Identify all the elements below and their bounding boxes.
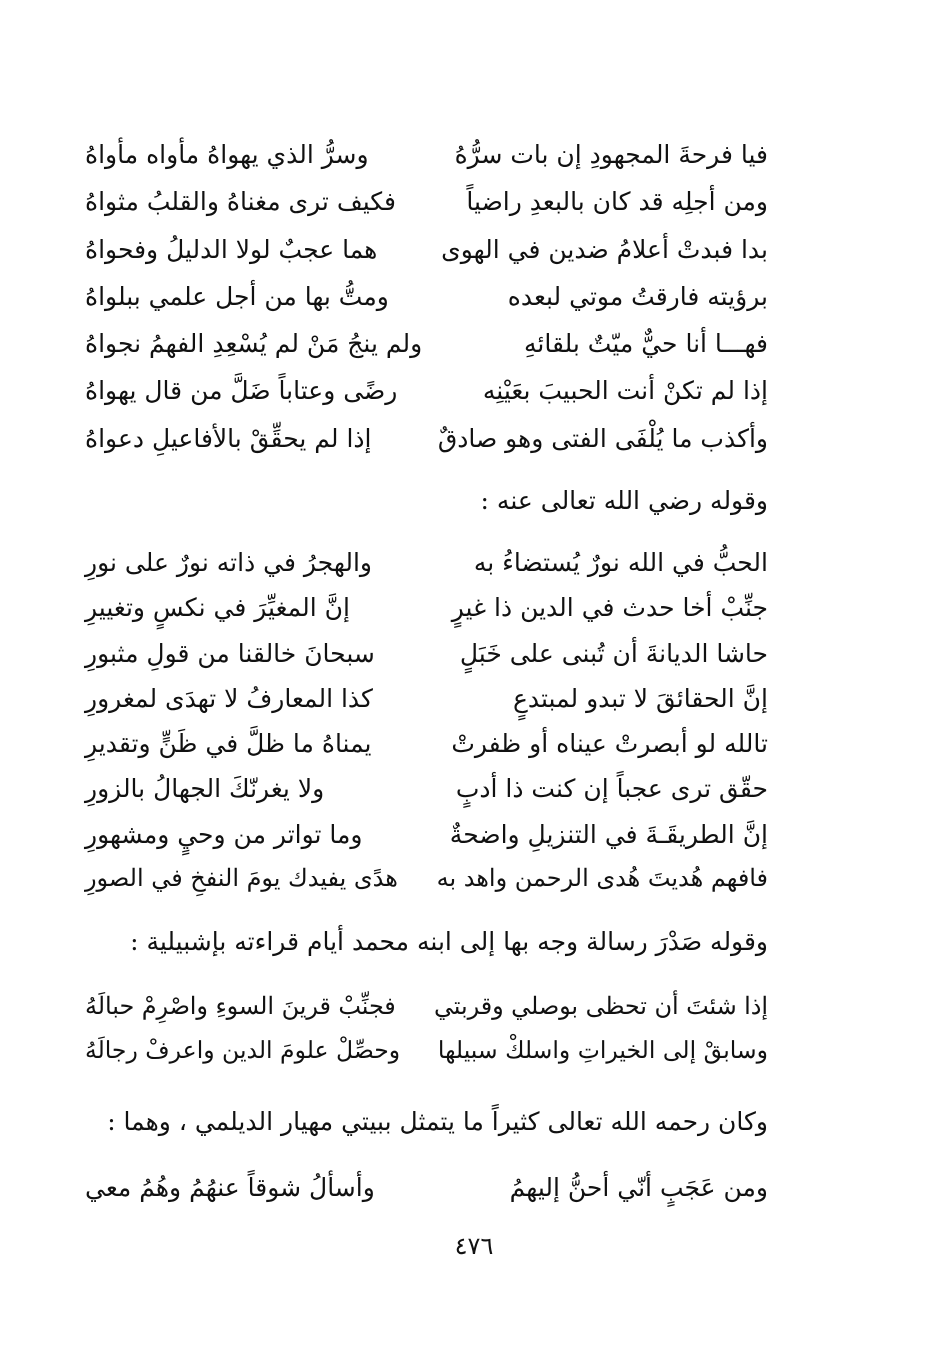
- verse: [85, 776, 768, 821]
- verse: [85, 992, 768, 1039]
- verse-first-hemistich: ومن أجلِه قد كان بالبعدِ راضياً: [466, 187, 768, 217]
- verse-first-hemistich: وأكذب ما يُلْفَى الفتى وهو صادقٌ: [437, 423, 768, 453]
- verse: [85, 864, 768, 912]
- verse: [85, 142, 768, 189]
- verse-first-hemistich: فافهم هُديتَ هُدى الرحمن واهد به: [436, 864, 768, 893]
- verse-first-hemistich: إذا شئتَ أن تحظى بوصلي وقربتي: [433, 992, 768, 1020]
- verse-second-hemistich: يمناهُ ما ظلَّ في ظَنٍّ وتقديرِ: [85, 729, 372, 759]
- verse-second-hemistich: سبحانَ خالقنا من قولِ مثبورِ: [85, 638, 375, 668]
- verse-second-hemistich: ولم ينجُ مَنْ لم يُسْعِدِ الفهمُ نجواهُ: [85, 329, 423, 359]
- verse-second-hemistich: فجنِّبْ قرينَ السوءِ واصْرِمْ حبالَهُ: [85, 992, 396, 1020]
- verse-first-hemistich: إذا لم تكنْ أنت الحبيبَ بعَيْنِه: [482, 376, 768, 406]
- poem-block-4: [85, 1175, 768, 1200]
- verse-first-hemistich: تالله لو أبصرتْ عيناه أو ظفرتْ: [451, 729, 768, 759]
- verse-second-hemistich: وحصِّلْ علومَ الدين واعرفْ رجالَهُ: [85, 1036, 401, 1064]
- verse-first-hemistich: إنَّ الطريقَـةَ في التنزيلِ واضحةٌ: [449, 819, 768, 849]
- verse: [85, 281, 768, 331]
- verse: [85, 331, 768, 378]
- verse-second-hemistich: والهجرُ في ذاته نورٌ على نورِ: [85, 548, 372, 577]
- verse: [85, 234, 768, 284]
- verse-first-hemistich: برؤيته فارقتُ موتي لبعده: [507, 281, 768, 311]
- verse-second-hemistich: كذا المعارفُ لا تهدَى لمغرورِ: [85, 683, 373, 713]
- verse-second-hemistich: رضًى وعتاباً ضَلَّ من قال يهواهُ: [85, 376, 398, 406]
- verse-second-hemistich: وما تواتر من وحيٍ ومشهورِ: [85, 819, 363, 849]
- verse-first-hemistich: فهـــا أنا حيٌّ ميّتٌ بلقائهِ: [523, 329, 768, 359]
- page-number: ٤٧٦: [454, 1232, 494, 1260]
- verse: [85, 378, 768, 425]
- verse-second-hemistich: فكيف ترى مغناهُ والقلبُ مثواهُ: [85, 187, 396, 217]
- poem-block-3: [85, 992, 768, 1083]
- verse-first-hemistich: جنِّبْ أخا حدث في الدين ذا غيرٍ: [451, 593, 768, 623]
- verse-first-hemistich: إنَّ الحقائقَ لا تبدو لمبتدعٍ: [512, 683, 768, 713]
- verse: [85, 595, 768, 640]
- verse: [85, 1175, 768, 1200]
- verse-second-hemistich: وأسألُ شوقاً عنهُمُ وهُمُ معي: [85, 1173, 375, 1202]
- verse-second-hemistich: هما عجبٌ لولا الدليلُ وفحواهُ: [85, 234, 378, 264]
- verse-second-hemistich: هدًى يفيدك يومَ النفخِ في الصورِ: [85, 864, 398, 893]
- verse: [85, 731, 768, 776]
- verse-second-hemistich: إذا لم يحقِّقْ بالأفاعيلِ دعواهُ: [85, 423, 372, 453]
- verse-second-hemistich: إنَّ المغيِّرَ في نكسٍ وتغييرِ: [85, 593, 350, 623]
- verse-first-hemistich: حاشا الديانةَ أن تُبنى على خَبَلٍ: [459, 638, 768, 668]
- poem-block-1: [85, 142, 768, 473]
- verse-first-hemistich: ومن عَجَبٍ أنّي أحنُّ إليهمُ: [509, 1173, 768, 1202]
- verse: [85, 819, 768, 867]
- verse-second-hemistich: ولا يغرنّكَ الجهالُ بالزورِ: [85, 774, 325, 804]
- poem-introduction: وكان رحمه الله تعالى كثيراً ما يتمثل ببيتي مهيار الديلمي ، وهما :: [107, 1107, 768, 1136]
- verse-first-hemistich: بدا فبدتْ أعلامُ ضدين في الهوى: [441, 234, 768, 264]
- verse-first-hemistich: حقّق ترى عجباً إن كنت ذا أدبٍ: [455, 774, 768, 804]
- verse-first-hemistich: الحبُّ في الله نورٌ يُستضاءُ به: [473, 548, 768, 577]
- poem-block-2: [85, 550, 768, 912]
- verse-first-hemistich: وسابقْ إلى الخيراتِ واسلكْ سبيلها: [437, 1036, 768, 1064]
- poem-introduction: وقوله صَدْرَ رسالة وجه بها إلى ابنه محمد أيام قراءته بإشبيلية :: [130, 927, 768, 956]
- verse: [85, 423, 768, 473]
- poem-introduction: وقوله رضي الله تعالى عنه :: [480, 486, 768, 515]
- verse: [85, 1036, 768, 1083]
- verse: [85, 638, 768, 686]
- verse-second-hemistich: وسرُّ الذي يهواهُ مأواه مأواهُ: [85, 140, 369, 169]
- verse: [85, 189, 768, 236]
- verse-first-hemistich: فيا فرحةَ المجهودِ إن بات سرُّهُ: [454, 140, 768, 169]
- verse-second-hemistich: ومتُّ بها من أجل علمي ببلواهُ: [85, 281, 389, 311]
- verse: [85, 683, 768, 731]
- verse: [85, 550, 768, 595]
